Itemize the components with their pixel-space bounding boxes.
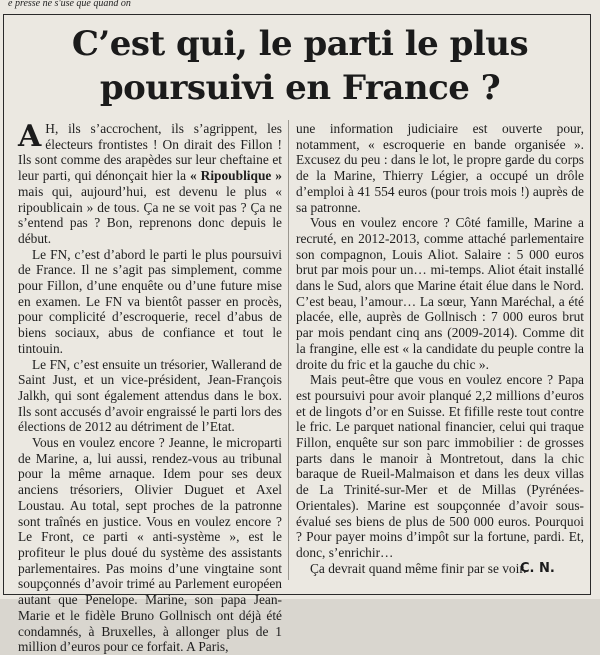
paragraph: [18, 121, 282, 247]
paragraph: une information judiciaire est ouverte pour, notamment, « escroquerie en bande organisée ». Excusez du peu : dans le lot, le propre garde du corps de la Marine, Thierry Légier, a occupé un drôle d’emploi à 41 554 euros (pour trois mois !) auprès de sa patronne.: [296, 121, 584, 215]
paragraph: Mais peut-être que vous en voulez encore ? Papa est poursuivi pour avoir planqué 2,2 millions d’euros et de lingots d’or en Suisse. Et fifille reste tout contre le fric. Le parquet national financier, celui qui traque Fillon, enquête sur son parc immobilier : de grosses parts dans le manoir à Montretout, dans la chic baraque de Rueil-Malmaison et dans les deux villas de La Trinité-sur-Mer et de Millas (Pyrénées-Orientales). Marine est soupçonnée d’avoir sous-évalué ses biens de plus de 500 000 euros. Pourquoi ? Pour payer moins d’impôt sur la fortune, pardi. Et, donc, s’enrichir…: [296, 372, 584, 560]
bold-quote: « Ripoublique »: [190, 168, 282, 184]
article-headline: [0, 22, 600, 110]
paragraph: Vous en voulez encore ? Jeanne, le microparti de Marine, a, lui aussi, rendez-vous au tribunal pour la même arnaque. Idem pour ses deux anciens trésoriers, Olivier Duguet et Axel Loustau. Au total, sept proches de la patronne sont traînés en justice. Vous en voulez encore ? Le Front, ce parti « anti-système », est le profiteur le plus doué du système des assistants parlementaires. Pas moins d’une vingtaine sont soupçonnés d’avoir trimé au Parlement européen autant que Penelope. Marine, son papa Jean-Marie et le fidèle Bruno Gollnisch ont déjà été condamnés, à Bruxelles, à allonger plus de 1 million d’euros pour ce forfait. A Paris,: [18, 435, 282, 655]
paragraph: Le FN, c’est d’abord le parti le plus poursuivi de France. Il ne s’agit pas simplement, comme pour Fillon, d’une enquête ou d’une future mise en examen. Le FN va bientôt passer en procès, pour complicité d’escroquerie, recel d’abus de biens sociaux, abus de confiance et tout le tintouin.: [18, 246, 282, 356]
right-column: [296, 121, 584, 576]
column-divider: [288, 120, 289, 580]
author-signature: C. N.: [520, 561, 555, 576]
drop-cap: A: [18, 119, 42, 154]
headline-line-1: C’est qui, le parti le plus: [71, 24, 529, 64]
headline-line-2: poursuivi en France ?: [99, 68, 501, 108]
paragraph-text: H, ils s’accrochent, ils s’agrippent, les électeurs frontistes ! On dirait des Fillon ! Ils sont comme des arapèdes sur leur cheftaine et leur parti, qui dénonçait hier la « Ripoublique » mais qui, aujourd’hui, est devenu le plus « ripoublicain » de tous. Ça ne se voit pas ? Ça ne s’entend pas ? Bon, reprenons donc depuis le début.: [18, 121, 282, 246]
paragraph: Le FN, c’est ensuite un trésorier, Wallerand de Saint Just, et un vice-président, Jean-François Jalkh, qui sont également attendus dans le box. Ils sont accusés d’avoir engraissé le parti lors des élections de 2012 au détriment de l’Etat.: [18, 356, 283, 435]
paragraph: Ça devrait quand même finir par se voir.: [310, 560, 527, 576]
top-cut-text: e presse ne s'use que quand on: [8, 0, 131, 9]
left-column: [18, 121, 282, 655]
paragraph: Vous en voulez encore ? Côté famille, Marine a recruté, en 2012-2013, comme attaché parlementaire son compagnon, Louis Aliot. Salaire : 5 000 euros brut par mois pour un… mi-temps. Aliot était installé dans le Sud, alors que Marine était élue dans le Nord. C’est beau, l’amour… La sœur, Yann Maréchal, a été placée, elle, auprès de Gollnisch : 7 000 euros brut par mois pendant cinq ans (2009-2014). Comme dit la frangine, elle est « la candidate du peuple contre la droite du fric et la gauche du chic ».: [296, 215, 584, 372]
